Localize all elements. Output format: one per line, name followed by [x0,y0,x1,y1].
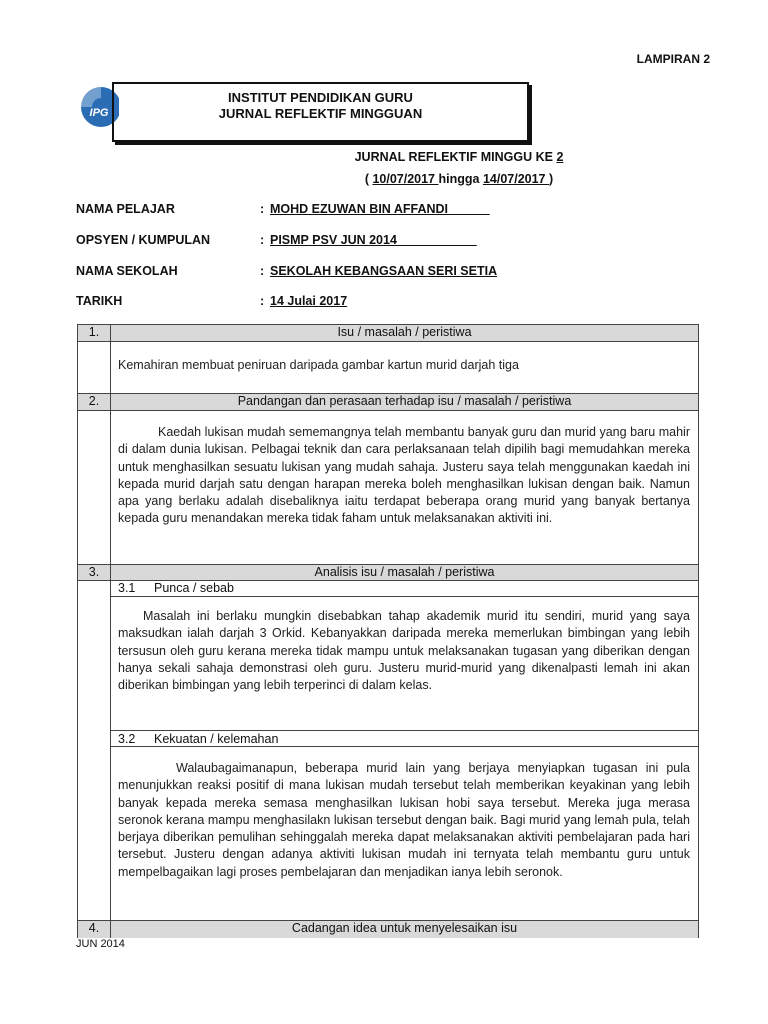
journal-title: JURNAL REFLEKTIF MINGGUAN [218,106,423,121]
date-end: 14/07/2017 [482,172,549,186]
section-content [111,342,698,394]
info-label: NAMA SEKOLAH [76,264,178,278]
date-range [0,172,768,186]
date-open: ( [364,172,373,186]
info-label: TARIKH [76,294,123,308]
subsection-3-2-header [111,730,698,747]
section-content [111,411,698,564]
info-row-student [76,202,696,218]
section-title: Analisis isu / masalah / peristiwa [314,565,495,579]
section-text: Kemahiran membuat peniruan daripada gambar kartun murid darjah tiga [118,358,519,372]
info-colon: : [260,233,265,247]
section-title: Cadangan idea untuk menyelesaikan isu [291,921,518,935]
section-text: Kaedah lukisan mudah sememangnya telah membantu banyak guru dan murid yang baru mahir di dalam dunia lukisan. Pelbagai teknik dan cara perlaksanaan telah dipilih bagi memudahkan mereka untuk menghasilkan sesuatu lukisan yang mudah sahaja. Justeru saya telah menggunakan kaedah ini kepada murid darjah satu dengan harapan mereka boleh menghasilkan lukisan dengan baik. Namun apa yang berlaku adalah disebaliknya iaitu terdapat beberapa orang murid yang banyak bertanya kepada guru menandakan mereka tidak faham untuk melaksanakan aktiviti ini. [118,425,690,526]
date-close: ) [549,172,554,186]
number-column [78,342,111,394]
info-row-date [76,294,696,310]
section-4-header [78,920,698,938]
number-column [78,581,111,921]
info-colon: : [260,264,265,278]
reflection-table [77,324,699,938]
section-number: 1. [78,325,111,341]
section-3-body [78,581,698,921]
institute-name: INSTITUT PENDIDIKAN GURU [228,90,413,105]
section-2-header [78,393,698,411]
info-row-option [76,233,696,249]
week-prefix: JURNAL REFLEKTIF MINGGU KE [354,150,557,164]
attachment-label: LAMPIRAN 2 [636,52,710,66]
section-number: 3. [78,565,111,580]
info-label: OPSYEN / KUMPULAN [76,233,211,247]
week-number: 2 [556,150,564,164]
subsection-title: Punca / sebab [154,581,234,595]
date-mid: hingga [438,172,483,186]
subsection-text: Masalah ini berlaku mungkin disebabkan tahap akademik murid itu sendiri, murid yang saya maksudkan ialah darjah 3 Orkid. Kebanyakkan daripada mereka memerlukan bimbingan yang lebih tersusun oleh guru kerana mereka tidak mampu untuk melaksanakan tugasan yang diberikan dengan hanya sekali sahaja demonstrasi oleh guru. Justeru murid-murid yang dikenalpasti lemah ini akan diberikan bimbingan yang lebih terperinci di dalam kelas. [118,609,690,693]
subsection-3-1-header [111,580,698,597]
info-value: MOHD EZUWAN BIN AFFANDI [270,202,490,216]
subsection-number: 3.1 [118,581,136,595]
page-footer: JUN 2014 [76,938,125,950]
number-column [78,411,111,564]
logo-text: IPG [89,107,109,119]
info-value: SEKOLAH KEBANGSAAN SERI SETIA [270,264,498,278]
subsection-title: Kekuatan / kelemahan [154,732,279,746]
subsection-3-2-content [111,747,698,921]
subsection-3-1-content [111,597,698,730]
subsection-text: Walaubagaimanapun, beberapa murid lain yang berjaya menyiapkan tugasan ini pula menunjukkan reaksi positif di mana lukisan mudah tersebut telah memberikan keyakinan yang lebih banyak kepada mereka semasa menghasilkan lukisan hobi saya tersebut. Mereka juga merasa seronok kerana mampu menghasilakn lukisan tersebut dengan baik. Bagi murid yang lemah pula, telah berjaya diberikan pemulihan sehinggalah mereka dapat melaksanakan aktiviti pembelajaran pada hari tersebut. Justeru dengan adanya aktiviti lukisan mudah ini ternyata telah membantu guru untuk mempelbagaikan lagi proses pembelajaran dan menjadikan ianya lebih seronok. [118,761,690,879]
section-title: Isu / masalah / peristiwa [337,325,472,339]
section-1-header [78,325,698,342]
section-3-header [78,564,698,581]
section-number: 2. [78,394,111,410]
info-row-school [76,264,696,280]
info-colon: : [260,202,265,216]
week-line [0,150,768,164]
document-header [112,82,529,142]
date-start: 10/07/2017 [372,172,439,186]
section-title: Pandangan dan perasaan terhadap isu / masalah / peristiwa [237,394,572,408]
section-1-body [78,342,698,394]
section-2-body [78,411,698,564]
info-value: 14 Julai 2017 [270,294,348,308]
subsection-number: 3.2 [118,732,136,746]
info-colon: : [260,294,265,308]
info-label: NAMA PELAJAR [76,202,175,216]
info-value: PISMP PSV JUN 2014 [270,233,477,247]
section-number: 4. [78,921,111,938]
